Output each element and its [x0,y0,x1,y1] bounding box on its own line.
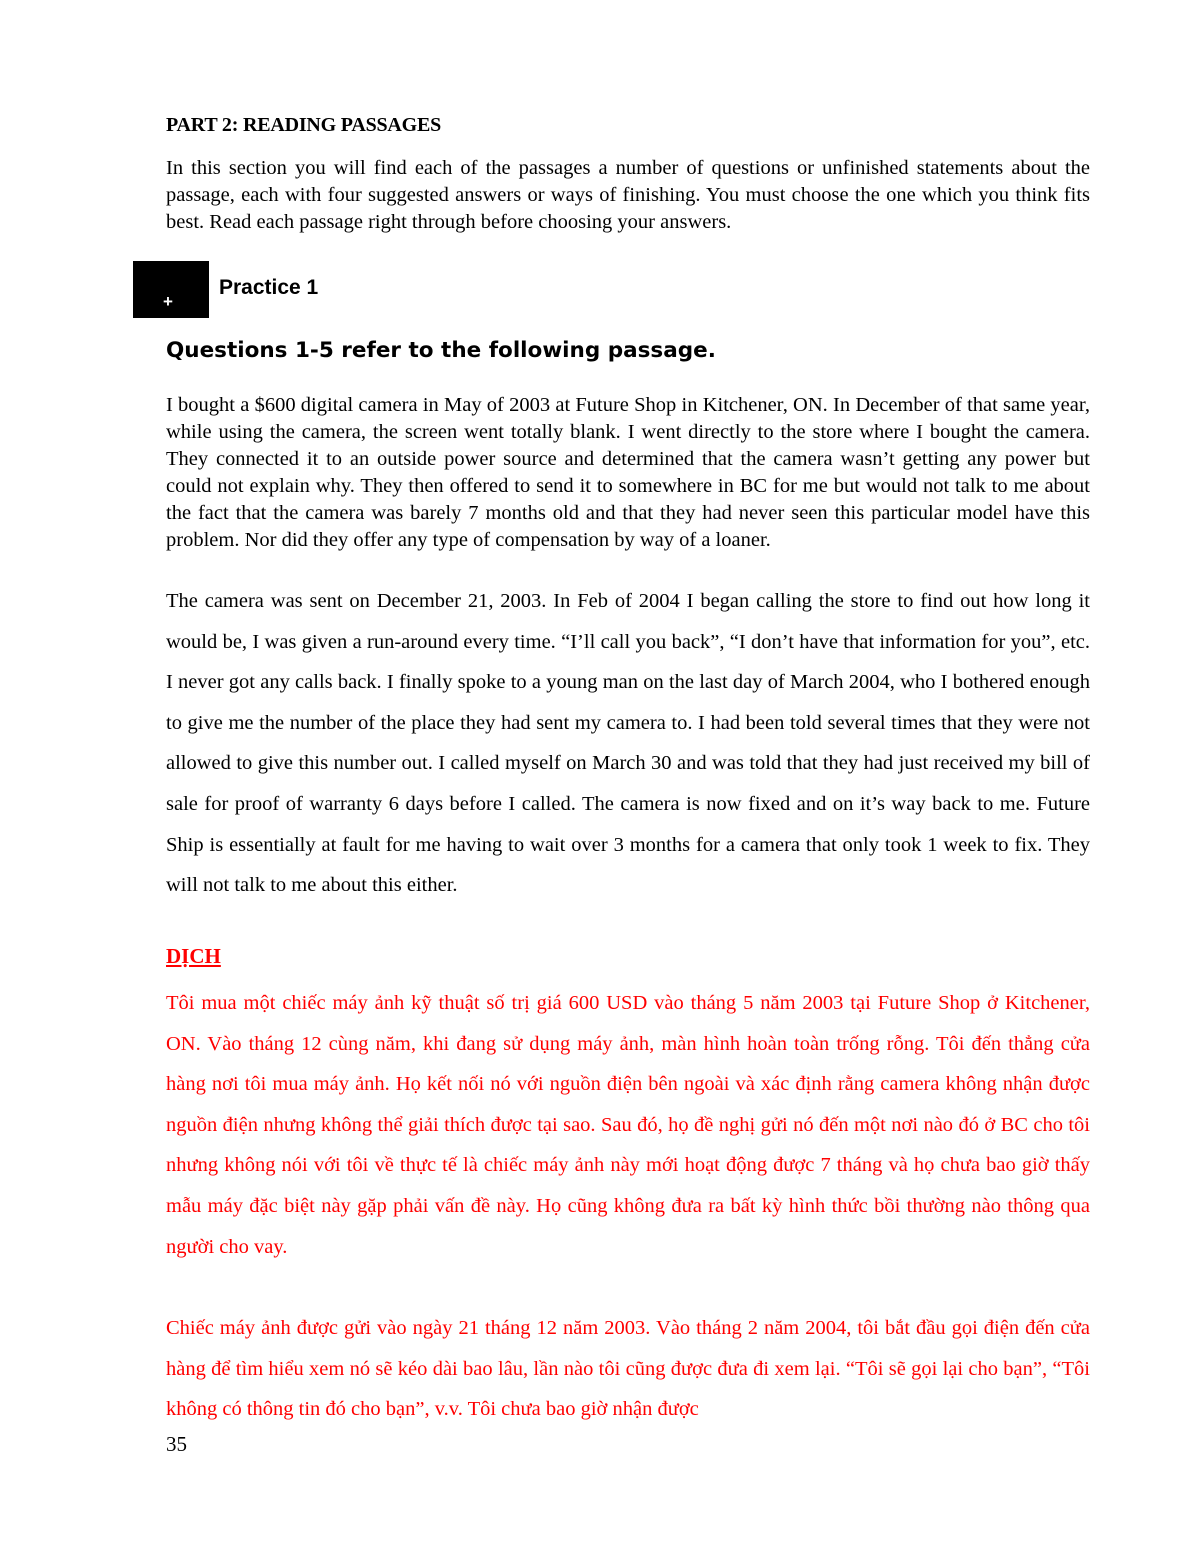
plus-icon: + [163,292,173,311]
translation-label: DỊCH [166,944,221,968]
translation-paragraph-1: Tôi mua một chiếc máy ảnh kỹ thuật số trị giá 600 USD vào tháng 5 năm 2003 tại Future Shop ở Kitchener, ON. Vào tháng 12 cùng năm, khi đang sử dụng máy ảnh, màn hình hoàn toàn trống rỗng. Tôi đến thẳng cửa hàng nơi tôi mua máy ảnh. Họ kết nối nó với nguồn điện bên ngoài và xác định rằng camera không nhận được nguồn điện nhưng không thể giải thích được tại sao. Sau đó, họ đề nghị gửi nó đến một nơi nào đó ở BC cho tôi nhưng không nói với tôi về thực tế là chiếc máy ảnh này mới hoạt động được 7 tháng và họ chưa bao giờ thấy mẫu máy đặc biệt này gặp phải vấn đề này. Họ cũng không đưa ra bất kỳ hình thức bồi thường nào thông qua người cho vay. [166,992,1090,1258]
translation-paragraph-2: Chiếc máy ảnh được gửi vào ngày 21 tháng 12 năm 2003. Vào tháng 2 năm 2004, tôi bắt đầu gọi điện đến cửa hàng để tìm hiểu xem nó sẽ kéo dài bao lâu, lần nào tôi cũng được đưa đi xem lại. “Tôi sẽ gọi lại cho bạn”, “Tôi không có thông tin đó cho bạn”, v.v. Tôi chưa bao giờ nhận được [166,1317,1090,1421]
passage-paragraph-2: The camera was sent on December 21, 2003. In Feb of 2004 I began calling the store to find out how long it would be, I was given a run-around every time. “I’ll call you back”, “I don’t have that information for you”, etc. I never got any calls back. I finally spoke to a young man on the last day of March 2004, who I bothered enough to give me the number of the place they had sent my camera to. I had been told several times that they were not allowed to give this number out. I called myself on March 30 and was told that they had just received my bill of sale for proof of warranty 6 days before I called. The camera is now fixed and on it’s way back to me. Future Ship is essentially at fault for me having to wait over 3 months for a camera that only took 1 week to fix. They will not talk to me about this either. [166,590,1090,897]
page-number: 35 [166,1432,187,1456]
practice-title: Practice 1 [219,276,319,299]
practice-marker-box [133,261,209,318]
intro-paragraph: In this section you will find each of the passages a number of questions or unfinished statements about the passage, each with four suggested answers or ways of finishing. You must choose the one which you think fits best. Read each passage right through before choosing your answers. [166,157,1090,233]
questions-heading: Questions 1-5 refer to the following passage. [166,338,716,363]
passage-paragraph-1: I bought a $600 digital camera in May of 2003 at Future Shop in Kitchener, ON. In December of that same year, while using the camera, the screen went totally blank. I went directly to the store where I bought the camera. They connected it to an outside power source and determined that the camera wasn’t getting any power but could not explain why. They then offered to send it to somewhere in BC for me but would not talk to me about the fact that the camera was barely 7 months old and that they had never seen this particular model have this problem. Nor did they offer any type of compensation by way of a loaner. [166,394,1090,551]
part-title: PART 2: READING PASSAGES [166,114,442,136]
